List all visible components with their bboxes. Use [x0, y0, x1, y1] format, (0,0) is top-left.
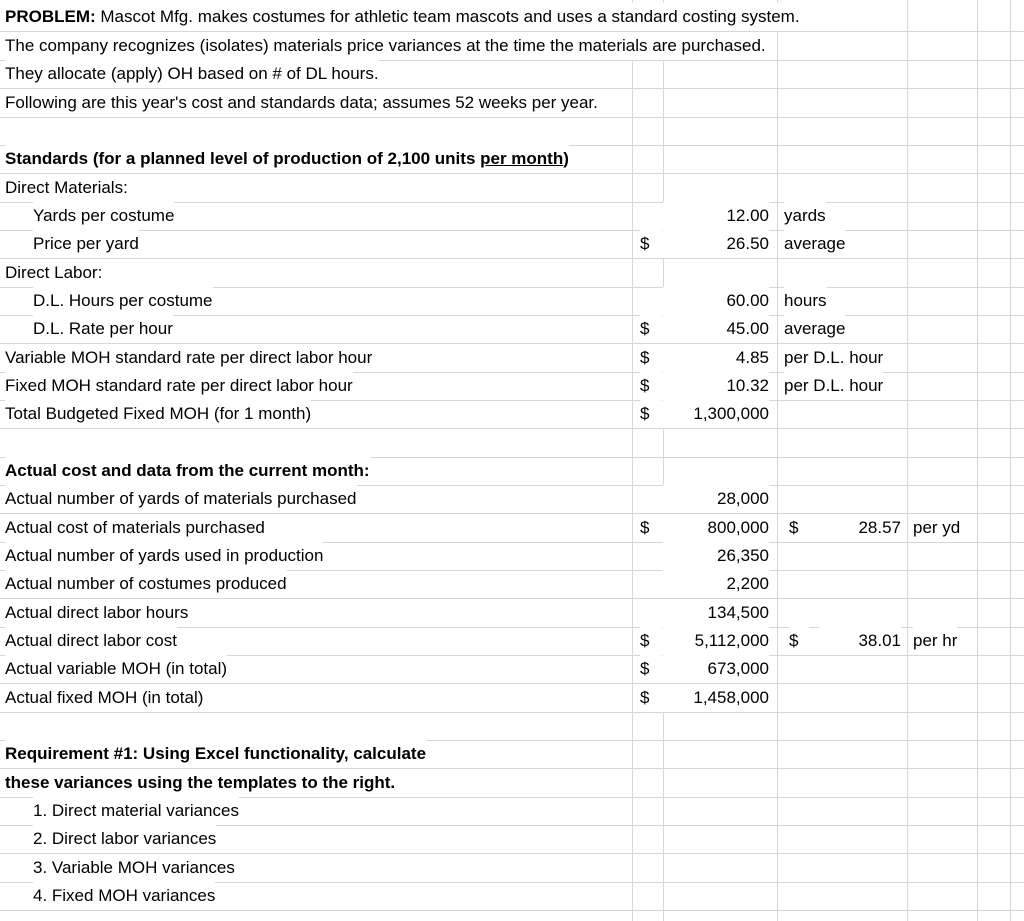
- row-vmoh-rate: [0, 344, 1024, 372]
- row-dl-hours: [0, 287, 1024, 315]
- row-fixed-moh: [0, 684, 1024, 712]
- gridline: [0, 428, 1024, 429]
- adlh-value: 134,500: [663, 599, 769, 627]
- dlh-value: 60.00: [663, 287, 769, 315]
- fmoh-value: 10.32: [663, 372, 769, 400]
- dlc-value: 5,112,000: [663, 627, 769, 655]
- row-problem-line: [0, 32, 1024, 60]
- row-problem-title: [0, 3, 1024, 31]
- requirement-item: 1. Direct material variances: [33, 797, 239, 825]
- standards-heading: [5, 145, 569, 173]
- row-actual-heading: [0, 457, 1024, 485]
- fmoh-dollar: $: [640, 372, 662, 400]
- row-dl-cost: [0, 627, 1024, 655]
- cp-value: 800,000: [663, 514, 769, 542]
- cp-dollar: $: [640, 514, 662, 542]
- adlh-label: Actual direct labor hours: [5, 599, 188, 627]
- problem-line-4: Following are this year's cost and standards data; assumes 52 weeks per year.: [5, 89, 598, 117]
- dm-label: Direct Materials:: [5, 174, 128, 202]
- requirement-line-2: these variances using the templates to the right.: [5, 769, 395, 797]
- actual-heading: Actual cost and data from the current month:: [5, 457, 370, 485]
- price-label: Price per yard: [33, 230, 139, 258]
- vm-value: 673,000: [663, 655, 769, 683]
- price-value: 26.50: [663, 230, 769, 258]
- list-item: [0, 854, 1024, 882]
- fmoh-unit: per D.L. hour: [784, 372, 883, 400]
- cpr-value: 2,200: [663, 570, 769, 598]
- row-dl-hours-actual: [0, 599, 1024, 627]
- vm-dollar: $: [640, 655, 662, 683]
- problem-title-label: PROBLEM:: [5, 7, 96, 26]
- yp-label: Actual number of yards of materials purchased: [5, 485, 357, 513]
- fmoh-label: Fixed MOH standard rate per direct labor hour: [5, 372, 353, 400]
- standards-heading-main: Standards (for a planned level of production of 2,100 units: [5, 149, 481, 168]
- cp-unit2: per yd: [913, 514, 960, 542]
- requirement-line-1: Requirement #1: Using Excel functionality, calculate: [5, 740, 426, 768]
- cp-value2: 28.57: [820, 514, 901, 542]
- row-requirement: [0, 740, 1024, 768]
- yp-value: 28,000: [663, 485, 769, 513]
- problem-line-3: They allocate (apply) OH based on # of DL hours.: [5, 60, 379, 88]
- vmoh-value: 4.85: [663, 344, 769, 372]
- row-requirement: [0, 769, 1024, 797]
- yards-label: Yards per costume: [33, 202, 174, 230]
- requirement-item: 3. Variable MOH variances: [33, 854, 235, 882]
- row-total-budgeted-fmoh: [0, 400, 1024, 428]
- row-problem-line: [0, 89, 1024, 117]
- dlh-label: D.L. Hours per costume: [33, 287, 213, 315]
- gridline: [0, 910, 1024, 911]
- yards-value: 12.00: [663, 202, 769, 230]
- row-costumes-produced: [0, 570, 1024, 598]
- row-standards-heading: [0, 145, 1024, 173]
- row-fmoh-rate: [0, 372, 1024, 400]
- dl-label: Direct Labor:: [5, 259, 102, 287]
- list-item: [0, 825, 1024, 853]
- dlh-unit: hours: [784, 287, 827, 315]
- row-yards-used: [0, 542, 1024, 570]
- problem-title-text: Mascot Mfg. makes costumes for athletic team mascots and uses a standard costing system.: [95, 7, 800, 26]
- row-cost-purchased: [0, 514, 1024, 542]
- dlc-dollar2: $: [789, 627, 809, 655]
- standards-heading-close: ): [563, 149, 569, 168]
- cp-dollar2: $: [789, 514, 809, 542]
- tbf-label: Total Budgeted Fixed MOH (for 1 month): [5, 400, 311, 428]
- row-problem-line: [0, 60, 1024, 88]
- dlr-value: 45.00: [663, 315, 769, 343]
- dlr-unit: average: [784, 315, 845, 343]
- row-yards-per-costume: [0, 202, 1024, 230]
- dlc-label: Actual direct labor cost: [5, 627, 177, 655]
- vm-label: Actual variable MOH (in total): [5, 655, 227, 683]
- row-dl-rate: [0, 315, 1024, 343]
- tbf-dollar: $: [640, 400, 662, 428]
- yards-unit: yards: [784, 202, 826, 230]
- cpr-label: Actual number of costumes produced: [5, 570, 287, 598]
- row-yards-purchased: [0, 485, 1024, 513]
- yu-value: 26,350: [663, 542, 769, 570]
- dlc-dollar: $: [640, 627, 662, 655]
- price-dollar: $: [640, 230, 662, 258]
- price-unit: average: [784, 230, 845, 258]
- dlr-label: D.L. Rate per hour: [33, 315, 173, 343]
- vmoh-label: Variable MOH standard rate per direct labor hour: [5, 344, 372, 372]
- row-dl-label: [0, 259, 1024, 287]
- yu-label: Actual number of yards used in production: [5, 542, 323, 570]
- row-variable-moh: [0, 655, 1024, 683]
- problem-title: [5, 3, 800, 31]
- row-dm-label: [0, 174, 1024, 202]
- standards-heading-underlined: per month: [480, 149, 564, 168]
- row-price-per-yard: [0, 230, 1024, 258]
- dlc-value2: 38.01: [820, 627, 901, 655]
- cp-label: Actual cost of materials purchased: [5, 514, 265, 542]
- requirement-item: 4. Fixed MOH variances: [33, 882, 215, 910]
- requirement-item: 2. Direct labor variances: [33, 825, 216, 853]
- fm-label: Actual fixed MOH (in total): [5, 684, 203, 712]
- fm-value: 1,458,000: [663, 684, 769, 712]
- dlr-dollar: $: [640, 315, 662, 343]
- gridline: [0, 117, 1024, 118]
- gridline: [0, 712, 1024, 713]
- tbf-value: 1,300,000: [663, 400, 769, 428]
- vmoh-unit: per D.L. hour: [784, 344, 883, 372]
- problem-line-2: The company recognizes (isolates) materials price variances at the time the materials are purchased.: [5, 32, 766, 60]
- list-item: [0, 882, 1024, 910]
- vmoh-dollar: $: [640, 344, 662, 372]
- fm-dollar: $: [640, 684, 662, 712]
- dlc-unit2: per hr: [913, 627, 957, 655]
- list-item: [0, 797, 1024, 825]
